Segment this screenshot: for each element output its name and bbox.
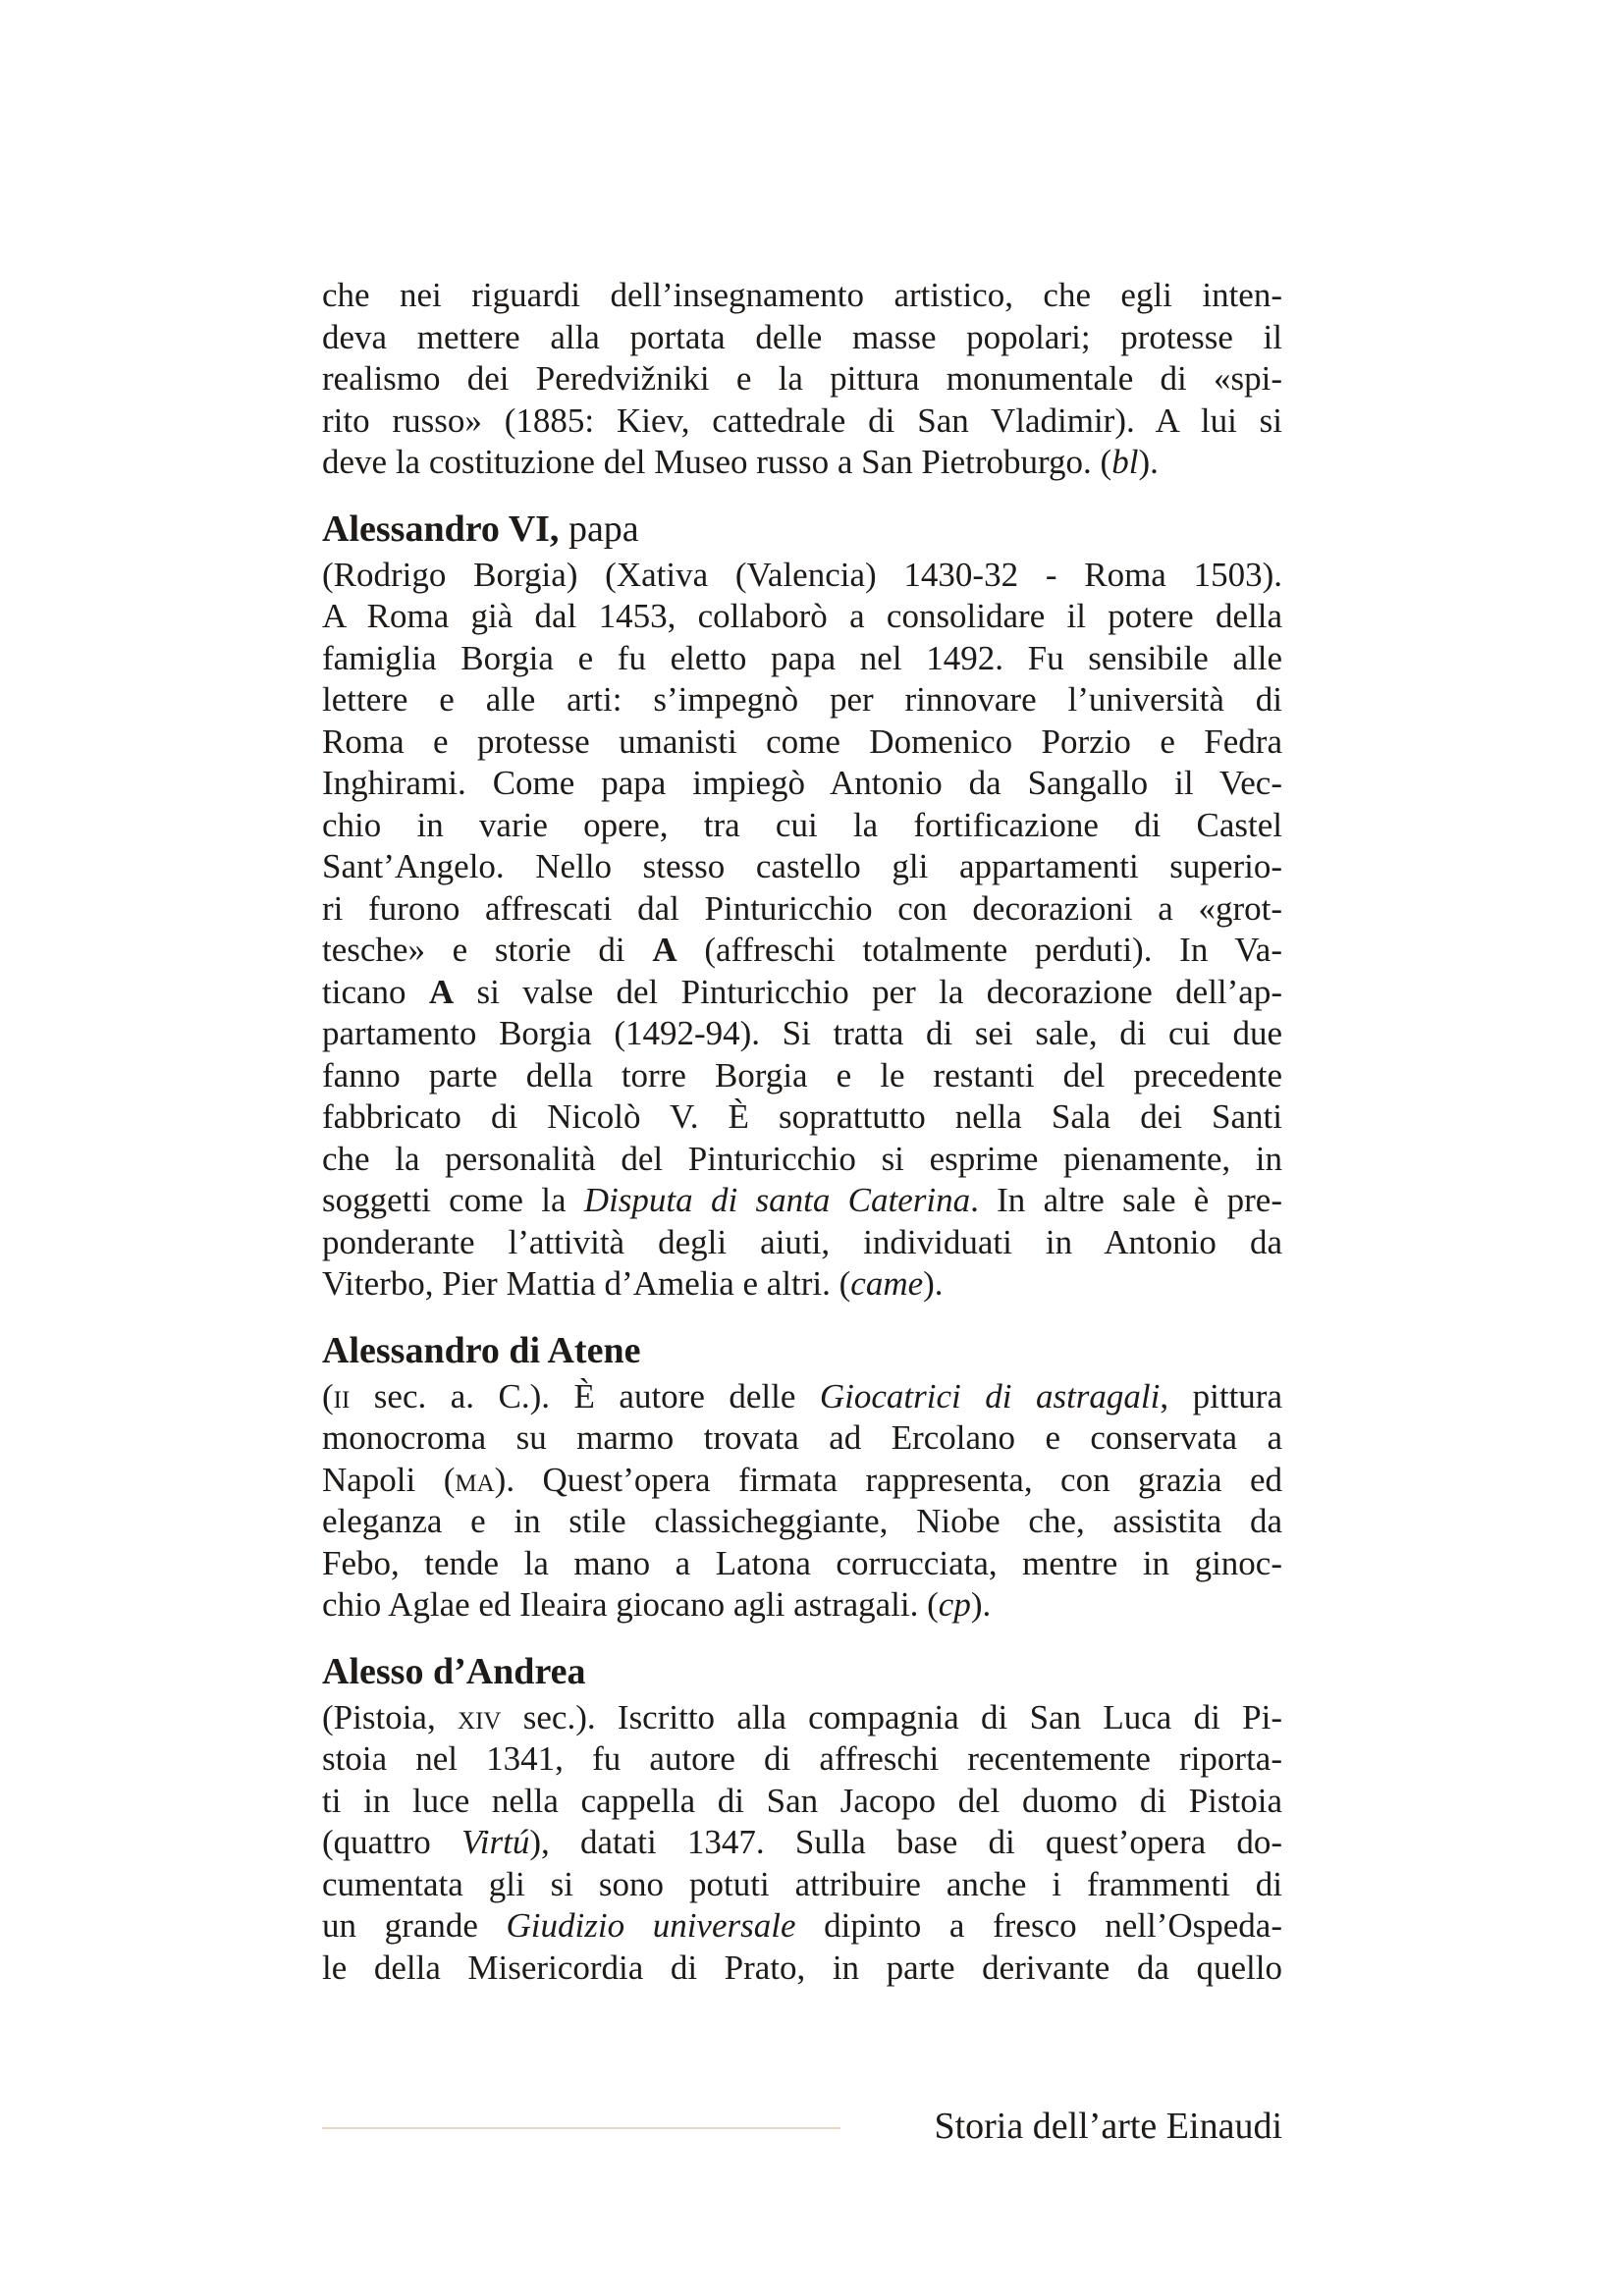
text-line: Febo, tende la mano a Latona corrucciata, mentre in ginoc- [322,1543,1282,1582]
text-line: ti in luce nella cappella di San Jacopo del duomo di Pistoia [322,1781,1282,1820]
work-title: Disputa di santa Caterina [583,1181,971,1219]
entry-heading: Alesso d’Andrea [322,1650,586,1692]
text-line: A Roma già dal 1453, collaborò a consolidare il potere della [322,597,1282,635]
entry-heading: Alessandro di Atene [322,1329,641,1371]
text-line: soggetti come la Disputa di santa Caterina. In altre sale è pre- [322,1181,1282,1219]
text-line: (ii sec. a. C.). È autore delle Giocatrici di astragali, pittura [322,1376,1282,1415]
text-line: fanno parte della torre Borgia e le restanti del precedente [322,1055,1282,1095]
text-line: cumentata gli si sono potuti attribuire anche i frammenti di [322,1864,1282,1903]
work-title: Virtú [461,1823,530,1861]
entry-alessandro-di-atene [322,1327,1282,1627]
text-line: Sant’Angelo. Nello stesso castello gli appartamenti superio- [322,847,1282,885]
text-line: stoia nel 1341, fu autore di affreschi recentemente riporta- [322,1739,1282,1778]
text-line: che la personalità del Pinturicchio si esprime pienamente, in [322,1139,1282,1178]
entry-heading: Alessandro VI, papa [322,507,639,550]
text-line: le della Misericordia di Prato, in parte derivante da quello [322,1948,1282,1987]
author-initials: came [850,1264,924,1303]
text-line: eleganza e in stile classicheggiante, Niobe che, assistita da [322,1502,1282,1540]
text-line: (Pistoia, xiv sec.). Iscritto alla compagnia di San Luca di Pi- [322,1697,1283,1736]
text-line: tesche» e storie di A (affreschi totalmente perduti). In Va- [322,931,1282,969]
author-initials: cp [938,1585,971,1624]
text-line: che nei riguardi dell’insegnamento artistico, che egli inten- [322,276,1282,314]
text-line: ri furono affrescati dal Pinturicchio con decorazioni a «grot- [322,888,1282,928]
text-line: fabbricato di Nicolò V. È soprattutto nella Sala dei Santi [322,1097,1282,1136]
text-line: ponderante l’attività degli aiuti, individuati in Antonio da [322,1222,1282,1261]
intro-paragraph [322,275,1282,484]
footer-rule [322,2127,840,2129]
text-line: Inghirami. Come papa impiegò Antonio da Sangallo il Vec- [322,764,1282,802]
text-line: rito russo» (1885: Kiev, cattedrale di San Vladimir). A lui si [322,400,1282,440]
text-line: deva mettere alla portata delle masse popolari; protesse il [322,317,1282,356]
text-line: ticano A si valse del Pinturicchio per la decorazione dell’ap- [322,972,1282,1011]
text-line: un grande Giudizio universale dipinto a fresco nell’Ospeda- [322,1906,1282,1945]
work-title: Giudizio universale [506,1906,796,1945]
text-line: (quattro Virtú), datati 1347. Sulla base di quest’opera do- [322,1823,1282,1861]
text-line: chio Aglae ed Ileaira giocano agli astragali. (cp). [322,1585,992,1624]
entry-alesso-d-andrea [322,1648,1282,1990]
text-line: Viterbo, Pier Mattia d’Amelia e altri. (came). [322,1264,944,1303]
text-line: Roma e protesse umanisti come Domenico Porzio e Fedra [322,721,1282,761]
text-line: lettere e alle arti: s’impegnò per rinnovare l’università di [322,680,1282,719]
page-body [322,275,1282,1989]
text-line: realismo dei Peredvižniki e la pittura monumentale di «spi- [322,359,1282,398]
footer-publication-title: Storia dell’arte Einaudi [934,2106,1282,2147]
text-line: monocroma su marmo trovata ad Ercolano e conservata a [322,1418,1282,1457]
text-line: deve la costituzione del Museo russo a San Pietroburgo. (bl). [322,443,1159,481]
text-line: Napoli (ma). Quest’opera firmata rappresenta, con grazia ed [322,1460,1282,1499]
text-line: partamento Borgia (1492-94). Si tratta di sei sale, di cui due [322,1014,1282,1052]
entry-alessandro-vi [322,506,1282,1306]
text-line: (Rodrigo Borgia) (Xativa (Valencia) 1430-32 - Roma 1503). [322,555,1282,594]
author-initials: bl [1111,443,1139,481]
work-title: Giocatrici di astragali [819,1376,1161,1415]
text-line: chio in varie opere, tra cui la fortificazione di Castel [322,805,1282,844]
text-line: famiglia Borgia e fu eletto papa nel 1492. Fu sensibile alle [322,638,1282,677]
